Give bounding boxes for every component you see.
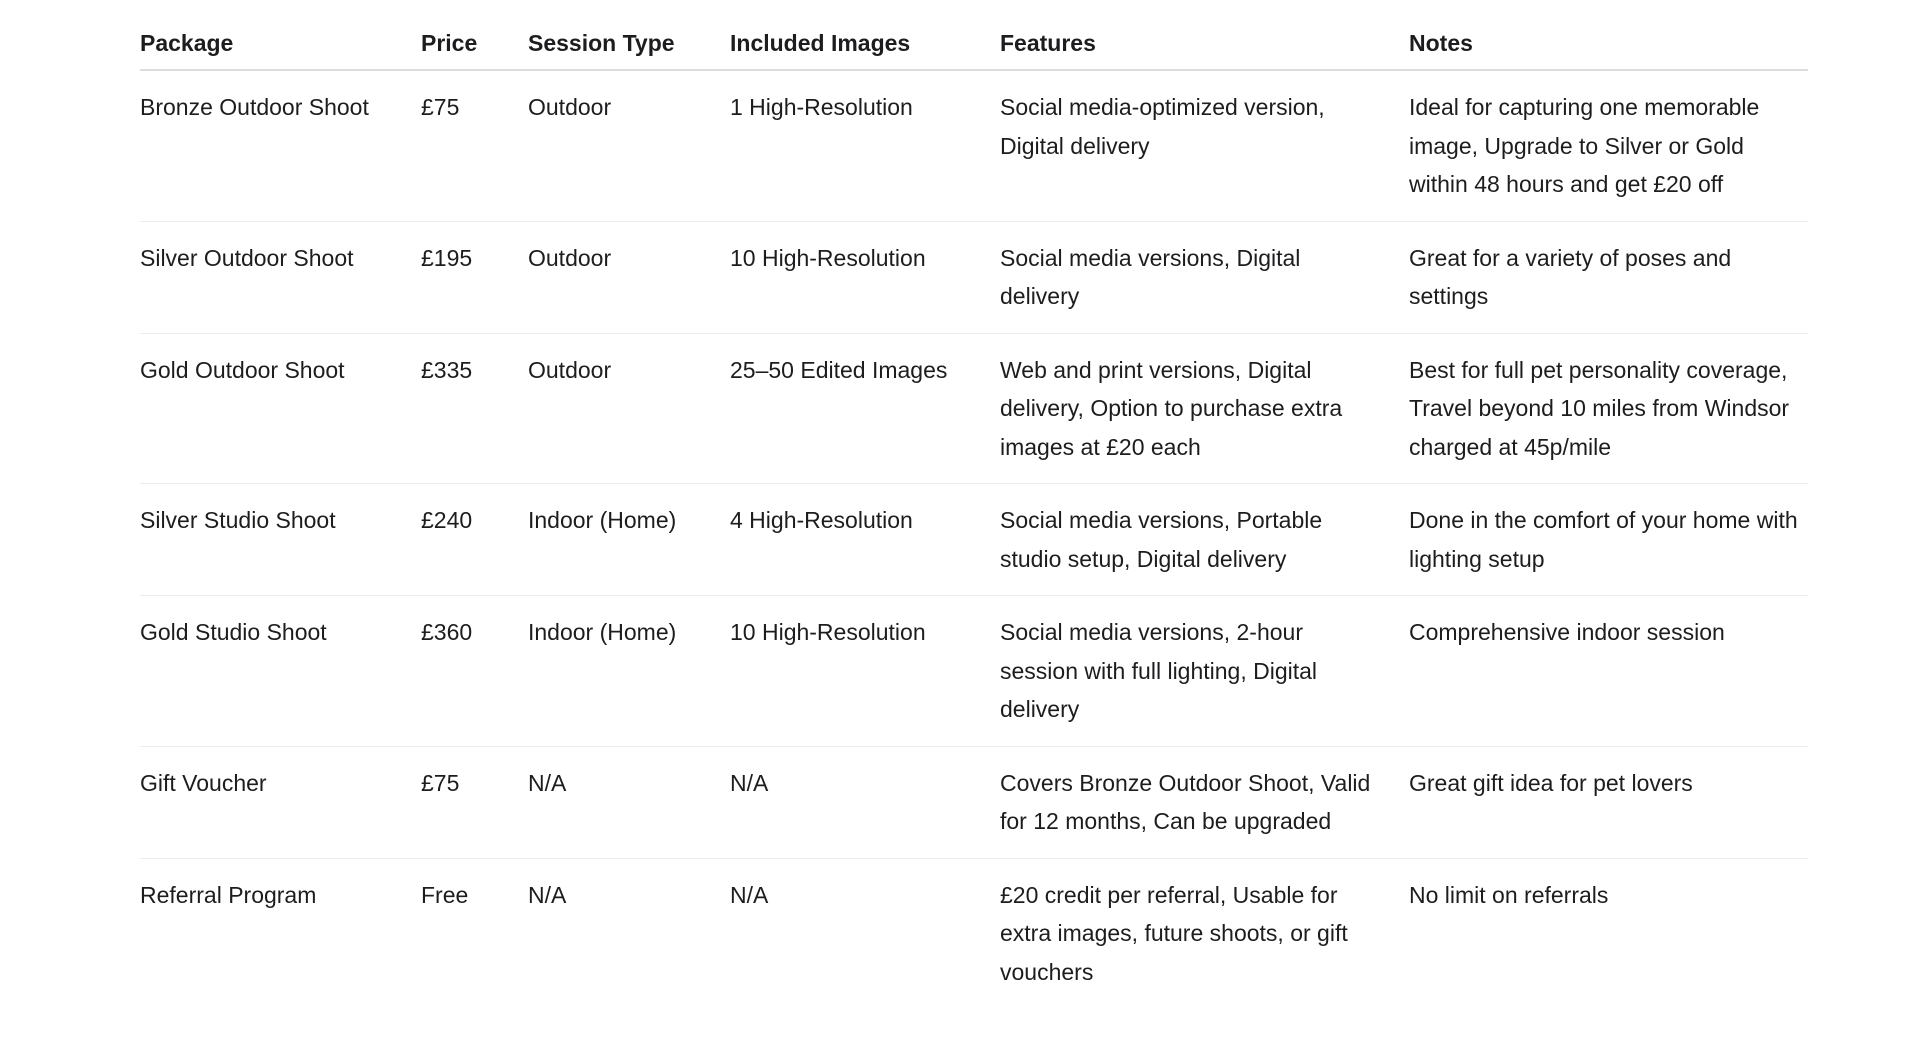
- cell-included-images: 10 High-Resolution: [730, 596, 1000, 747]
- table-row: [140, 333, 1808, 484]
- cell-session-type: Outdoor: [528, 221, 730, 333]
- cell-package: Silver Studio Shoot: [140, 484, 421, 596]
- cell-price: £75: [421, 746, 528, 858]
- pricing-table-container: [140, 20, 1808, 1008]
- cell-notes: Ideal for capturing one memorable image, Upgrade to Silver or Gold within 48 hours and get £20 off: [1409, 70, 1808, 221]
- cell-included-images: N/A: [730, 746, 1000, 858]
- table-body: [140, 70, 1808, 1008]
- header-included-images: Included Images: [730, 20, 1000, 70]
- cell-features: Social media-optimized version, Digital delivery: [1000, 70, 1409, 221]
- cell-features: Web and print versions, Digital delivery, Option to purchase extra images at £20 each: [1000, 333, 1409, 484]
- pricing-table: [140, 20, 1808, 1008]
- cell-notes: Great for a variety of poses and settings: [1409, 221, 1808, 333]
- cell-package: Referral Program: [140, 881, 317, 908]
- cell-price: £335: [421, 333, 528, 484]
- header-package: Package: [140, 20, 421, 70]
- cell-features: Covers Bronze Outdoor Shoot, Valid for 12 months, Can be upgraded: [1000, 746, 1409, 858]
- cell-notes: Comprehensive indoor session: [1409, 596, 1808, 747]
- cell-price: £195: [421, 221, 528, 333]
- cell-features: Social media versions, Digital delivery: [1000, 221, 1409, 333]
- cell-notes: Great gift idea for pet lovers: [1409, 746, 1808, 858]
- header-session-type: Session Type: [528, 20, 730, 70]
- table-header: [140, 20, 1808, 70]
- cell-session-type: N/A: [528, 881, 567, 908]
- table-row: [140, 596, 1808, 747]
- cell-features: Social media versions, Portable studio setup, Digital delivery: [1000, 484, 1409, 596]
- cell-package: Gold Outdoor Shoot: [140, 333, 421, 484]
- cell-notes: Best for full pet personality coverage, Travel beyond 10 miles from Windsor charged at 45p/mile: [1409, 333, 1808, 484]
- cell-package: Gold Studio Shoot: [140, 596, 421, 747]
- cell-included-images: 25–50 Edited Images: [730, 333, 1000, 484]
- header-features: Features: [1000, 20, 1409, 70]
- header-notes: Notes: [1409, 20, 1808, 70]
- cell-notes: Done in the comfort of your home with lighting setup: [1409, 484, 1808, 596]
- header-price: Price: [421, 20, 528, 70]
- cell-price: Free: [421, 881, 469, 908]
- cell-included-images: 4 High-Resolution: [730, 484, 1000, 596]
- cell-price: £240: [421, 484, 528, 596]
- cell-included-images: 10 High-Resolution: [730, 221, 1000, 333]
- table-row: [140, 858, 1808, 1008]
- cell-session-type: Outdoor: [528, 70, 730, 221]
- cell-package: Silver Outdoor Shoot: [140, 221, 421, 333]
- table-row: [140, 221, 1808, 333]
- cell-package: Gift Voucher: [140, 746, 421, 858]
- table-row: [140, 70, 1808, 221]
- cell-session-type: Indoor (Home): [528, 596, 730, 747]
- cell-session-type: Outdoor: [528, 333, 730, 484]
- table-row: [140, 484, 1808, 596]
- cell-price: £75: [421, 70, 528, 221]
- cell-price: £360: [421, 596, 528, 747]
- cell-features: £20 credit per referral, Usable for extra images, future shoots, or gift vouchers: [1000, 881, 1348, 985]
- cell-features: Social media versions, 2-hour session with full lighting, Digital delivery: [1000, 596, 1409, 747]
- table-row: [140, 746, 1808, 858]
- cell-included-images: N/A: [730, 881, 769, 908]
- cell-notes: No limit on referrals: [1409, 881, 1609, 908]
- header-row: [140, 20, 1808, 70]
- cell-session-type: Indoor (Home): [528, 484, 730, 596]
- cell-included-images: 1 High-Resolution: [730, 70, 1000, 221]
- cell-package: Bronze Outdoor Shoot: [140, 70, 421, 221]
- cell-session-type: N/A: [528, 746, 730, 858]
